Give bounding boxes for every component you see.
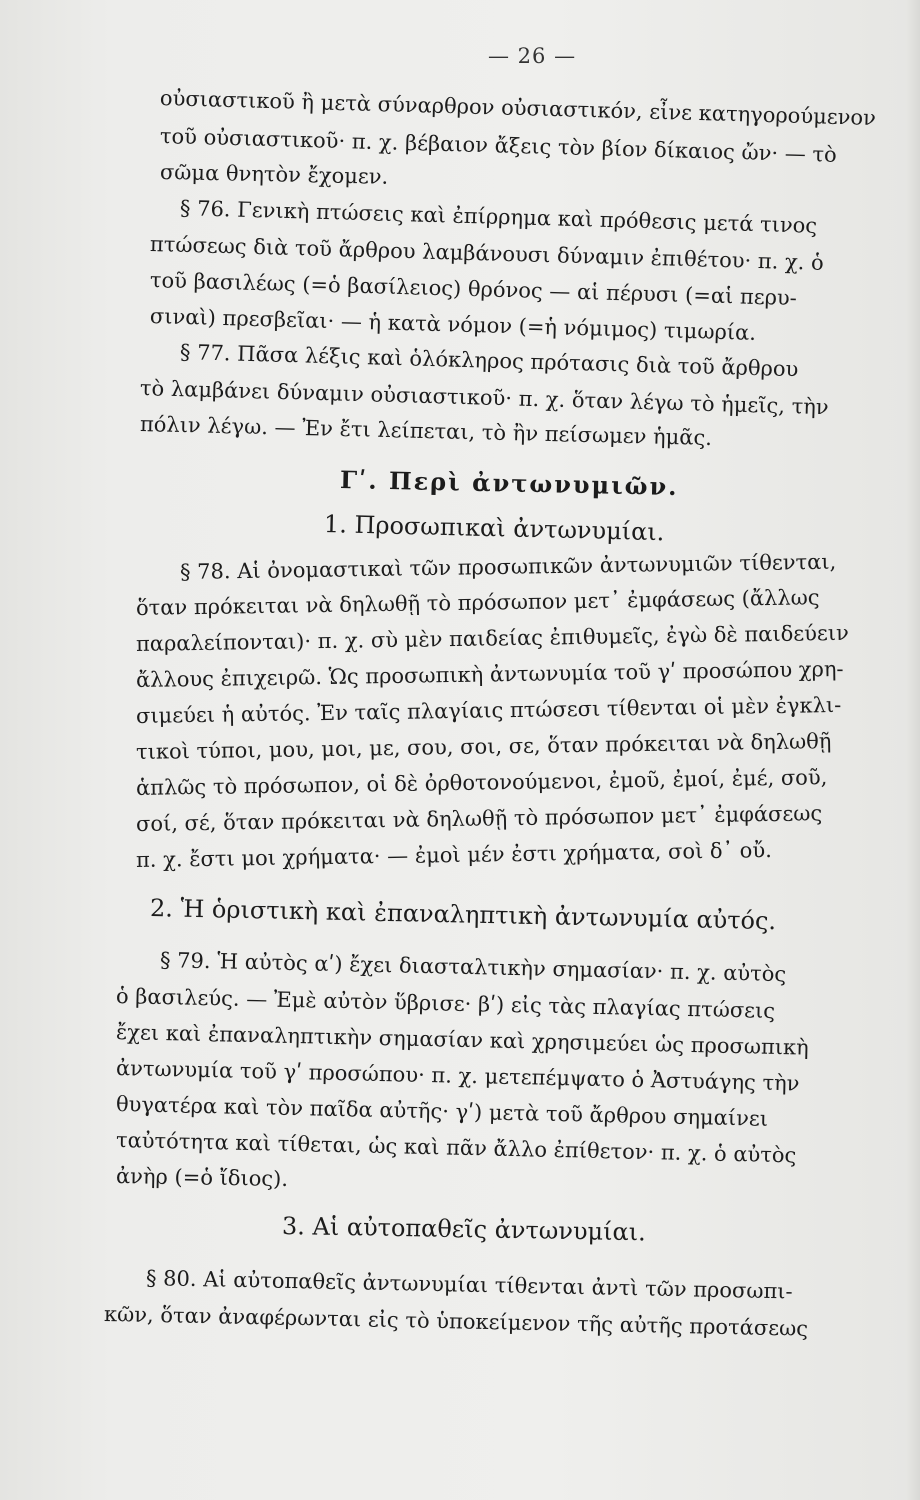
text-line: ἀντωνυμία τοῦ γʹ προσώπου· π. χ. μετεπέμψατο ὁ Ἀστυάγης τὴν xyxy=(115,1056,800,1096)
text-line: σιμεύει ἡ αὐτός. Ἐν ταῖς πλαγίαις πτώσεσι τίθενται οἱ μὲν ἐγκλι- xyxy=(135,692,842,728)
text-line: τικοὶ τύποι, μου, μοι, με, σου, σοι, σε, ὅταν πρόκειται νὰ δηλωθῇ xyxy=(135,729,832,764)
text-line: θυγατέρα καὶ τὸν παῖδα αὐτῆς· γʹ) μετὰ τοῦ ἄρθρου σημαίνει xyxy=(115,1092,769,1131)
text-line: § 77. Πᾶσα λέξις καὶ ὁλόκληρος πρότασις διὰ τοῦ ἄρθρου xyxy=(179,340,799,382)
text-line: ὁ βασιλεύς. — Ἐμὲ αὐτὸν ὕβρισε· βʹ) εἰς τὰς πλαγίας πτώσεις xyxy=(115,984,776,1023)
text-line: ἄλλους ἐπιχειρῶ. Ὡς προσωπικὴ ἀντωνυμία τοῦ γʹ προσώπου χρη- xyxy=(135,656,844,692)
section-heading: Γʹ. Περὶ ἀντωνυμιῶν. xyxy=(339,465,679,502)
text-line: οὐσιαστικοῦ ἢ μετὰ σύναρθρον οὐσιαστικόν, εἶνε κατηγορούμενον xyxy=(159,86,877,130)
text-line: παραλείπονται)· π. χ. σὺ μὲν παιδείας ἐπιθυμεῖς, ἐγὼ δὲ παιδεύειν xyxy=(135,620,849,656)
text-line: σιναὶ) πρεσβεῖαι· — ἡ κατὰ νόμον (=ἡ νόμιμος) τιμωρία. xyxy=(149,304,757,345)
text-line: σῶμα θνητὸν ἔχομεν. xyxy=(159,160,389,189)
subsection-heading: 1. Προσωπικαὶ ἀντωνυμίαι. xyxy=(323,510,665,547)
text-line: ὅταν πρόκειται νὰ δηλωθῇ τὸ πρόσωπον μετ᾽ ἐμφάσεως (ἄλλως xyxy=(135,585,820,620)
text-line: ἀνὴρ (=ὁ ἴδιος). xyxy=(115,1164,289,1192)
text-line: τὸ λαμβάνει δύναμιν οὐσιαστικοῦ· π. χ. ὅταν λέγω τὸ ἡμεῖς, τὴν xyxy=(139,376,829,420)
text-line: κῶν, ὅταν ἀναφέρωνται εἰς τὸ ὑποκείμενον τῆς αὐτῆς προτάσεως xyxy=(103,1302,809,1341)
text-line: ἔχει καὶ ἐπαναληπτικὴν σημασίαν καὶ χρησιμεύει ὡς προσωπικὴ xyxy=(115,1020,810,1060)
subsection-heading: 3. Αἱ αὐτοπαθεῖς ἀντωνυμίαι. xyxy=(281,1212,647,1247)
text-line: § 80. Αἱ αὐτοπαθεῖς ἀντωνυμίαι τίθενται ἀντὶ τῶν προσωπι- xyxy=(145,1266,793,1304)
text-line: § 79. Ἡ αὐτὸς αʹ) ἔχει διασταλτικὴν σημασίαν· π. χ. αὐτὸς xyxy=(159,948,787,987)
text-line: ἁπλῶς τὸ πρόσωπον, οἱ δὲ ὀρθοτονούμενοι, ἐμοῦ, ἐμοί, ἐμέ, σοῦ, xyxy=(135,765,828,800)
subsection-heading: 2. Ἡ ὁριστικὴ καὶ ἐπαναληπτικὴ ἀντωνυμία αὐτός. xyxy=(149,894,777,936)
text-line: τοῦ οὐσιαστικοῦ· π. χ. βέβαιον ἄξεις τὸν βίον δίκαιος ὤν· — τὸ xyxy=(159,124,838,167)
text-line: § 76. Γενικὴ πτώσεις καὶ ἐπίρρημα καὶ πρόθεσις μετά τινος xyxy=(179,196,818,238)
page-number: — 26 — xyxy=(488,44,577,68)
text-line: τοῦ βασιλέως (=ὁ βασίλειος) θρόνος — αἱ πέρυσι (=αἱ περυ- xyxy=(149,268,798,311)
text-line: σοί, σέ, ὅταν πρόκειται νὰ δηλωθῇ τὸ πρόσωπον μετ᾽ ἐμφάσεως xyxy=(135,801,823,836)
text-line: π. χ. ἔστι μοι χρήματα· — ἐμοὶ μέν ἐστι χρήματα, σοὶ δ᾽ οὔ. xyxy=(135,838,772,872)
text-line: § 78. Αἱ ὀνομαστικαὶ τῶν προσωπικῶν ἀντωνυμιῶν τίθενται, xyxy=(179,549,837,584)
text-line: πτώσεως διὰ τοῦ ἄρθρου λαμβάνουσι δύναμιν ἐπιθέτου· π. χ. ὁ xyxy=(149,232,825,275)
text-line: ταὐτότητα καὶ τίθεται, ὡς καὶ πᾶν ἄλλο ἐπίθετον· π. χ. ὁ αὐτὸς xyxy=(115,1128,797,1168)
text-line: πόλιν λέγω. — Ἐν ἔτι λείπεται, τὸ ἢν πείσωμεν ἡμᾶς. xyxy=(139,412,713,450)
